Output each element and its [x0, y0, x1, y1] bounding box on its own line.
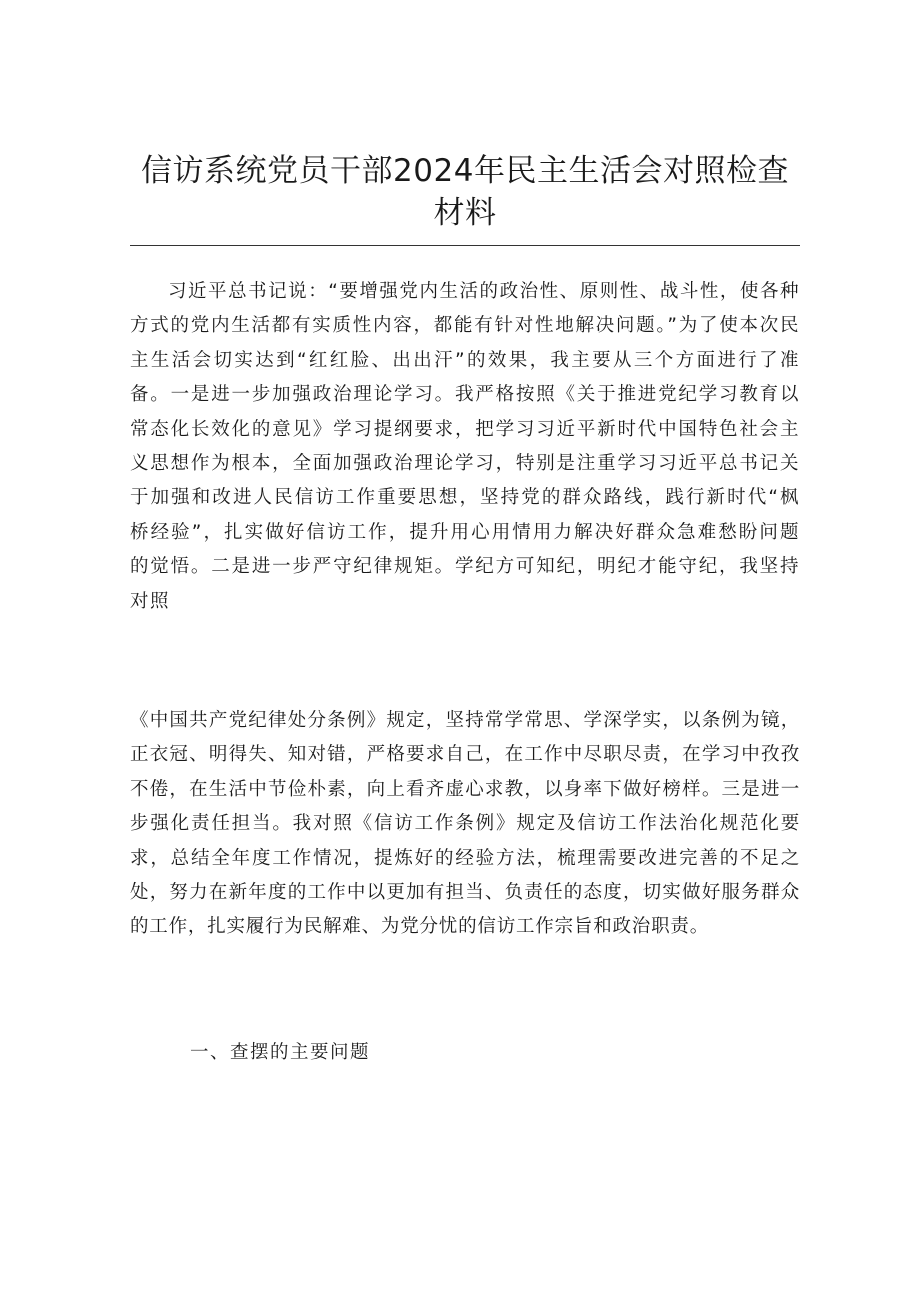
- continuation-paragraph: 《中国共产党纪律处分条例》规定，坚持常学常思、学深学实，以条例为镜，正衣冠、明得失、知对错，严格要求自己，在工作中尽职尽责，在学习中孜孜不倦，在生活中节俭朴素，向上看齐虚心求教，以身率下做好榜样。三是进一步强化责任担当。我对照《信访工作条例》规定及信访工作法治化规范化要求，总结全年度工作情况，提炼好的经验方法，梳理需要改进完善的不足之处，努力在新年度的工作中以更加有担当、负责任的态度，切实做好服务群众的工作，扎实履行为民解难、为党分忧的信访工作宗旨和政治职责。: [130, 710, 800, 938]
- section-heading: 一、查摆的主要问题: [190, 1042, 371, 1063]
- document-title: 信访系统党员干部2024年民主生活会对照检查材料: [141, 153, 789, 231]
- title-underline: [130, 245, 800, 246]
- intro-paragraph: 习近平总书记说：“要增强党内生活的政治性、原则性、战斗性，使各种方式的党内生活都有实质性内容，都能有针对性地解决问题。”为了使本次民主生活会切实达到“红红脸、出出汗”的效果，我主要从三个方面进行了准备。一是进一步加强政治理论学习。我严格按照《关于推进党纪学习教育以常态化长效化的意见》学习提纲要求，把学习习近平新时代中国特色社会主义思想作为根本，全面加强政治理论学习，特别是注重学习习近平总书记关于加强和改进人民信访工作重要思想，坚持党的群众路线，践行新时代“枫桥经验”，扎实做好信访工作，提升用心用情用力解决好群众急难愁盼问题的觉悟。二是进一步严守纪律规矩。学纪方可知纪，明纪才能守纪，我坚持对照: [130, 281, 800, 612]
